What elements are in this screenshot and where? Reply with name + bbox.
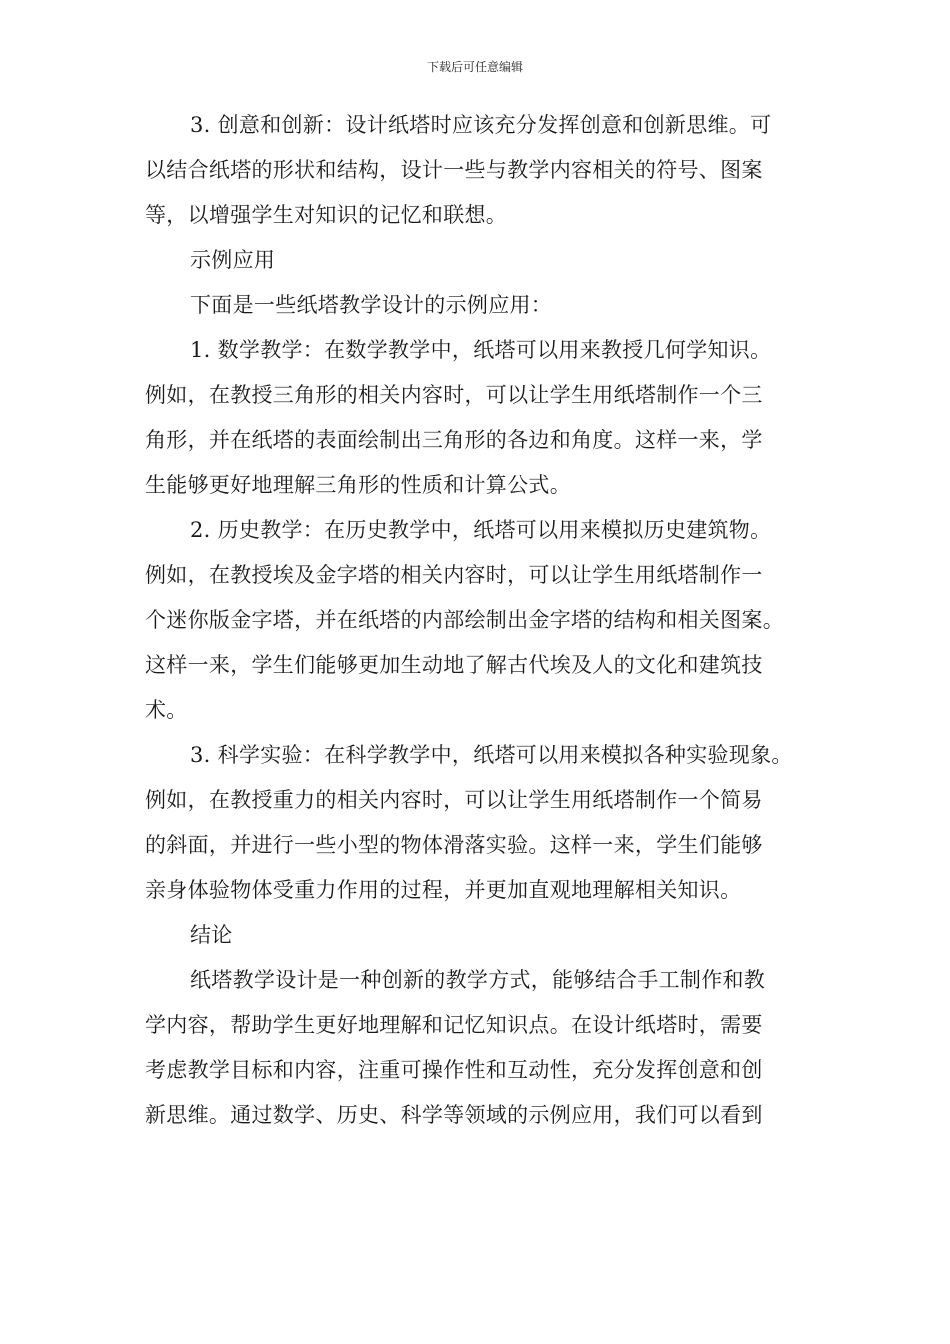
text-line: 下面是一些纸塔教学设计的示例应用： xyxy=(190,293,553,317)
text-line: 新思维。通过数学、历史、科学等领域的示例应用，我们可以看到 xyxy=(145,1103,763,1127)
text-line: 的斜面，并进行一些小型的物体滑落实验。这样一来，学生们能够 xyxy=(145,833,763,857)
page-header: 下载后可任意编辑 xyxy=(426,60,523,74)
text-line: 例如，在教授埃及金字塔的相关内容时，可以让学生用纸塔制作一 xyxy=(145,563,763,587)
text-line: 角形，并在纸塔的表面绘制出三角形的各边和角度。这样一来，学 xyxy=(145,428,763,452)
text-line: 2. 历史教学：在历史教学中，纸塔可以用来模拟历史建筑物。 xyxy=(190,518,772,542)
text-line: 等，以增强学生对知识的记忆和联想。 xyxy=(145,203,508,227)
text-line: 3. 科学实验：在科学教学中，纸塔可以用来模拟各种实验现象。 xyxy=(190,743,793,767)
text-line: 3. 创意和创新：设计纸塔时应该充分发挥创意和创新思维。可 xyxy=(190,113,772,137)
text-line: 学内容，帮助学生更好地理解和记忆知识点。在设计纸塔时，需要 xyxy=(145,1013,763,1037)
text-line: 1. 数学教学：在数学教学中，纸塔可以用来教授几何学知识。 xyxy=(190,338,772,362)
text-line: 示例应用 xyxy=(190,248,276,272)
text-line: 考虑教学目标和内容，注重可操作性和互动性，充分发挥创意和创 xyxy=(145,1058,763,1082)
text-line: 以结合纸塔的形状和结构，设计一些与教学内容相关的符号、图案 xyxy=(145,158,763,182)
text-line: 纸塔教学设计是一种创新的教学方式，能够结合手工制作和教 xyxy=(190,968,766,992)
text-line: 结论 xyxy=(190,923,233,947)
text-line: 个迷你版金字塔，并在纸塔的内部绘制出金字塔的结构和相关图案。 xyxy=(145,608,784,632)
text-line: 术。 xyxy=(145,698,188,722)
text-line: 生能够更好地理解三角形的性质和计算公式。 xyxy=(145,473,571,497)
text-line: 例如，在教授三角形的相关内容时，可以让学生用纸塔制作一个三 xyxy=(145,383,763,407)
text-line: 例如，在教授重力的相关内容时，可以让学生用纸塔制作一个简易 xyxy=(145,788,763,812)
document-body xyxy=(145,112,805,1147)
text-line: 亲身体验物体受重力作用的过程，并更加直观地理解相关知识。 xyxy=(145,878,742,902)
text-line: 这样一来，学生们能够更加生动地了解古代埃及人的文化和建筑技 xyxy=(145,653,763,677)
